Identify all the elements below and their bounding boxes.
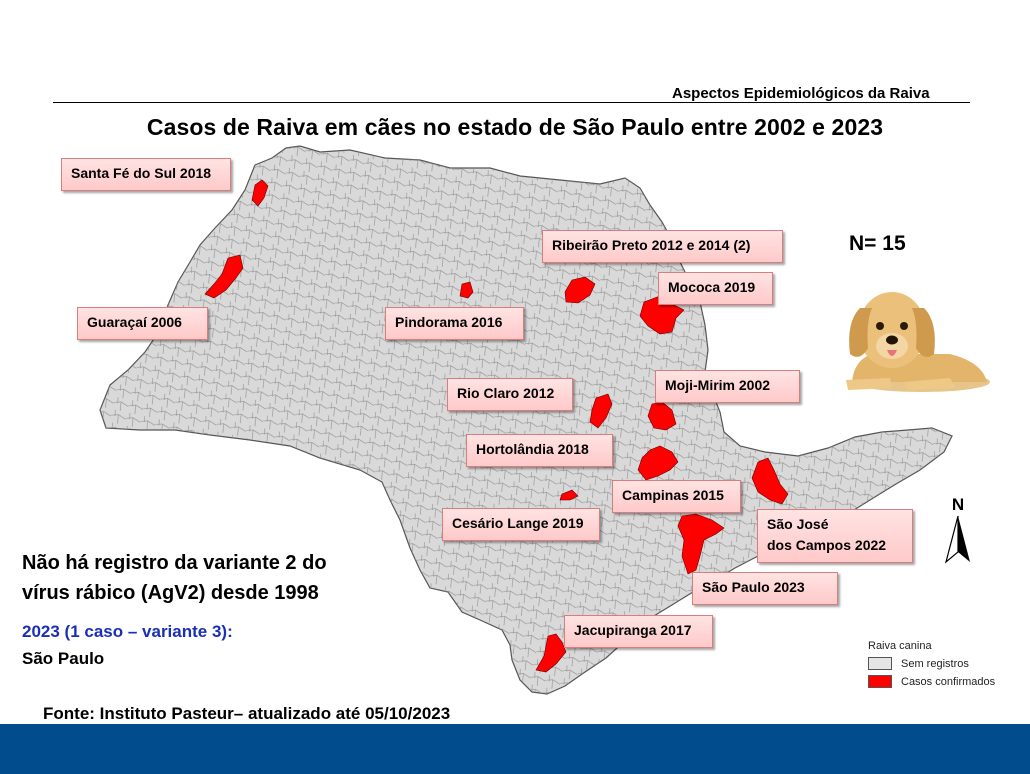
label-campinas: Campinas 2015 bbox=[612, 480, 741, 513]
legend-swatch-confirmed bbox=[868, 675, 892, 688]
label-cesario-lange: Cesário Lange 2019 bbox=[442, 508, 600, 541]
label-sao-jose-line1: São José bbox=[767, 516, 829, 532]
case-count: N= 15 bbox=[849, 232, 906, 255]
footer-bar bbox=[0, 724, 1030, 774]
label-jacupiranga: Jacupiranga 2017 bbox=[564, 615, 713, 648]
label-pindorama: Pindorama 2016 bbox=[385, 307, 524, 340]
municipality-boundaries bbox=[100, 146, 952, 694]
section-title: Aspectos Epidemiológicos da Raiva bbox=[672, 85, 930, 102]
golden-retriever-puppy-icon bbox=[832, 278, 990, 396]
label-santa-fe-do-sul: Santa Fé do Sul 2018 bbox=[61, 158, 231, 191]
variant-note-line1: Não há registro da variante 2 do bbox=[22, 552, 327, 574]
label-sao-jose-dos-campos bbox=[757, 509, 913, 563]
variant-note bbox=[22, 548, 327, 608]
place-note: São Paulo bbox=[22, 649, 105, 668]
label-sao-paulo: São Paulo 2023 bbox=[692, 572, 838, 605]
legend-label-confirmed: Casos confirmados bbox=[901, 675, 996, 688]
label-sao-jose-line2: dos Campos 2022 bbox=[767, 537, 887, 553]
legend-title: Raiva canina bbox=[868, 640, 932, 652]
page-title: Casos de Raiva em cães no estado de São Paulo entre 2002 e 2023 bbox=[146, 114, 884, 140]
variant-note-line2: vírus rábico (AgV2) desde 1998 bbox=[22, 582, 319, 604]
label-rio-claro: Rio Claro 2012 bbox=[447, 378, 573, 411]
north-arrow-icon bbox=[940, 494, 976, 566]
legend-item-confirmed bbox=[868, 675, 995, 688]
label-hortolandia: Hortolândia 2018 bbox=[466, 434, 613, 467]
map-legend bbox=[868, 640, 995, 688]
data-source: Fonte: Instituto Pasteur– atualizado até 05/10/2023 bbox=[43, 704, 451, 723]
label-guaracai: Guaraçaí 2006 bbox=[77, 307, 208, 340]
label-mococa: Mococa 2019 bbox=[658, 272, 773, 305]
legend-swatch-no-records bbox=[868, 657, 892, 670]
label-ribeirao-preto: Ribeirão Preto 2012 e 2014 (2) bbox=[542, 230, 783, 263]
legend-item-no-records bbox=[868, 657, 995, 670]
legend-label-no-records: Sem registros bbox=[901, 657, 969, 670]
year-note: 2023 (1 caso – variante 3): bbox=[22, 622, 233, 641]
north-letter: N bbox=[951, 495, 965, 514]
label-moji-mirim: Moji-Mirim 2002 bbox=[655, 370, 800, 403]
